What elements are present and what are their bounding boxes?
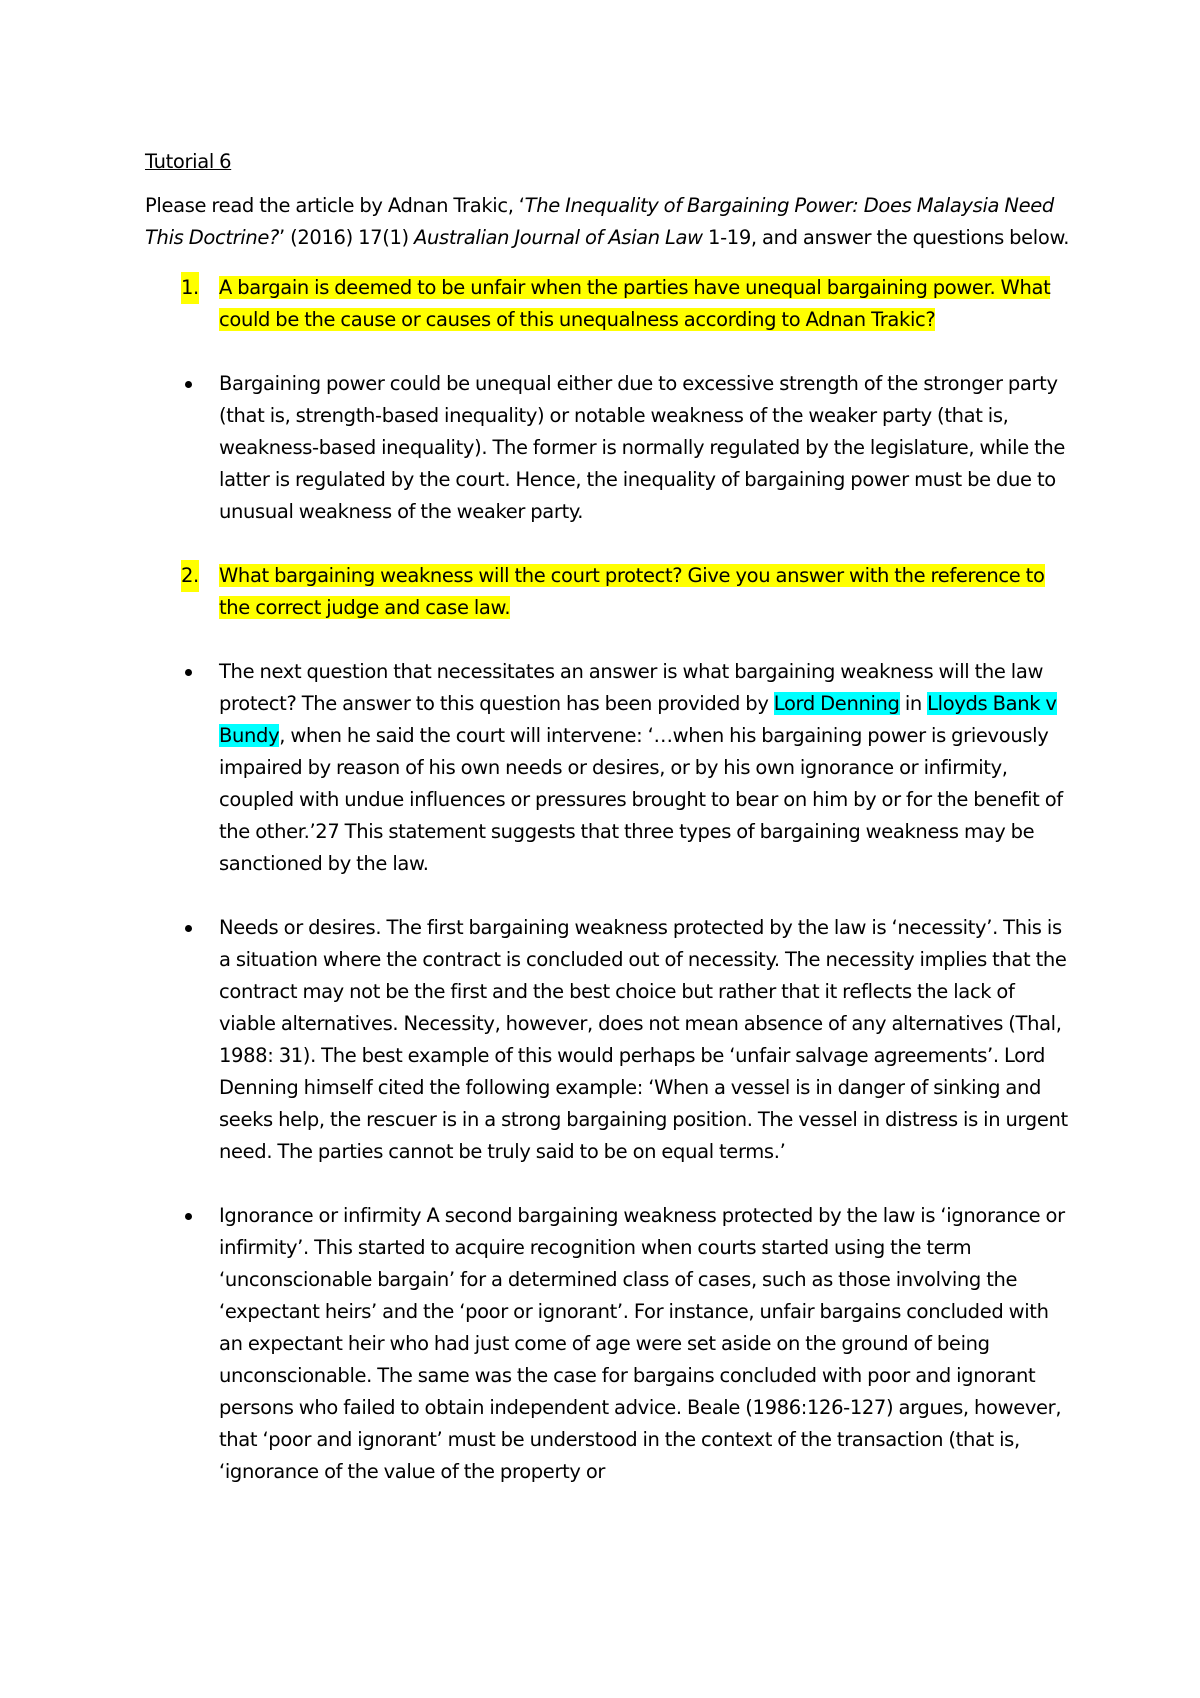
document-body — [145, 146, 1075, 1520]
page-title: Tutorial 6 — [145, 150, 232, 173]
question-1 — [145, 272, 1075, 336]
question-2 — [145, 560, 1075, 624]
answer-text: Bargaining power could be unequal either due to excessive strength of the stronger party (that is, strength-based inequality) or notable weakness of the weaker party (that is, weakness-based inequality). The former is normally regulated by the legislature, while the latter is regulated by the court. Hence, the inequality of bargaining power must be due to unusual weakness of the weaker party. — [219, 372, 1066, 523]
answer-text-part-3: , when he said the court will intervene: ‘…when his bargaining power is grievously impaired by reason of his own needs or desires, or by his own ignorance or infirmity, coupled with undue influences or pressures brought to bear on him by or for the benefit of the other.’27 This statement suggests that three types of bargaining weakness may be sanctioned by the law. — [219, 724, 1063, 875]
answer-text-part-2: in — [899, 692, 928, 715]
case-name: Lloyds Bank v Bundy — [219, 692, 1057, 747]
question-number: 1. — [181, 272, 199, 304]
question-text: A bargain is deemed to be unfair when the parties have unequal bargaining power. What could be the cause or causes of this unequalness according to Adnan Trakic? — [219, 276, 1051, 331]
answer-text-part-1: The next question that necessitates an answer is what bargaining weakness will the law protect? The answer to this question has been provided by — [219, 660, 1044, 715]
intro-text-3: 1-19, and answer the questions below. — [702, 226, 1070, 249]
question-text: What bargaining weakness will the court protect? Give you answer with the reference to the correct judge and case law. — [219, 564, 1045, 619]
bullet-icon — [185, 1213, 192, 1220]
bullet-icon — [185, 925, 192, 932]
answer-bullet-2 — [145, 656, 1075, 880]
article-title: The Inequality of Bargaining Power: Does Malaysia Need This Doctrine? — [145, 194, 1054, 249]
answer-bullet-3 — [145, 912, 1075, 1168]
judge-name: Lord Denning — [773, 692, 900, 715]
question-number: 2. — [181, 560, 199, 592]
answer-bullet-4 — [145, 1200, 1075, 1488]
answer-text: Needs or desires. The first bargaining weakness protected by the law is ‘necessity’. This is a situation where the contract is concluded out of necessity. The necessity implies that the contract may not be the first and the best choice but rather that it reflects the lack of viable alternatives. Necessity, however, does not mean absence of any alternatives (Thal, 1988: 31). The best example of this would perhaps be ‘unfair salvage agreements’. Lord Denning himself cited the following example: ‘When a vessel is in danger of sinking and seeks help, the rescuer is in a strong bargaining position. The vessel in distress is in urgent need. The parties cannot be truly said to be on equal terms.’ — [219, 916, 1068, 1163]
bullet-icon — [185, 669, 192, 676]
answer-bullet-1 — [145, 368, 1075, 528]
journal-name: Australian Journal of Asian Law — [414, 226, 703, 249]
bullet-icon — [185, 381, 192, 388]
intro-text-2: ’ (2016) 17(1) — [279, 226, 415, 249]
intro-text-1: Please read the article by Adnan Trakic, ‘ — [145, 194, 525, 217]
answer-text: Ignorance or infirmity A second bargaining weakness protected by the law is ‘ignorance or infirmity’. This started to acquire recognition when courts started using the term ‘unconscionable bargain’ for a determined class of cases, such as those involving the ‘expectant heirs’ and the ‘poor or ignorant’. For instance, unfair bargains concluded with an expectant heir who had just come of age were set aside on the ground of being unconscionable. The same was the case for bargains concluded with poor and ignorant persons who failed to obtain independent advice. Beale (1986:126-127) argues, however, that ‘poor and ignorant’ must be understood in the context of the transaction (that is, ‘ignorance of the value of the property or — [219, 1204, 1065, 1483]
intro-paragraph — [145, 190, 1075, 254]
